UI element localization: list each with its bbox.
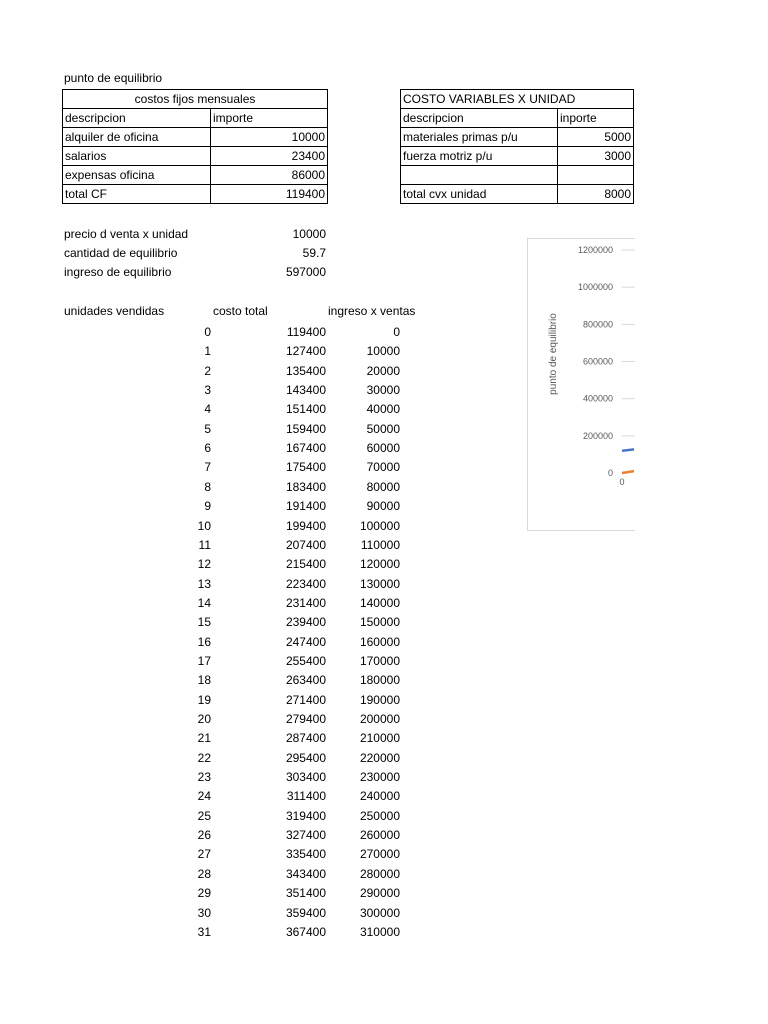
cell-revenue: 230000 (359, 770, 400, 784)
y-tick-label: 0 (607, 468, 613, 478)
cell-units: 6 (204, 441, 211, 455)
fixed-row-desc: alquiler de oficina (63, 128, 211, 147)
cell-revenue: 70000 (366, 460, 400, 474)
cell-total-cost: 183400 (285, 480, 326, 494)
variable-costs-table (400, 89, 634, 204)
y-axis-title: punto de equilibrio (548, 313, 559, 395)
chart-svg (528, 239, 635, 530)
cell-units: 28 (197, 867, 211, 881)
cell-total-cost: 151400 (285, 402, 326, 416)
cell-total-cost: 271400 (285, 693, 326, 707)
cell-total-cost: 159400 (285, 422, 326, 436)
cell-revenue: 260000 (359, 828, 400, 842)
cell-total-cost: 215400 (285, 557, 326, 571)
cell-revenue: 20000 (366, 364, 400, 378)
cell-revenue: 250000 (359, 809, 400, 823)
col-header-units: unidades vendidas (64, 304, 165, 318)
cell-revenue: 180000 (359, 673, 400, 687)
cell-units: 9 (204, 499, 211, 513)
variable-row-desc (401, 166, 558, 185)
cell-total-cost: 223400 (285, 577, 326, 591)
cell-total-cost: 351400 (285, 886, 326, 900)
price-value: 10000 (292, 227, 326, 241)
equilibrium-qty-label: cantidad de equilibrio (64, 246, 178, 260)
cell-units: 3 (204, 383, 211, 397)
cell-total-cost: 167400 (285, 441, 326, 455)
cell-revenue: 220000 (359, 751, 400, 765)
price-label: precio d venta x unidad (64, 227, 189, 241)
cell-units: 24 (197, 789, 211, 803)
variable-col-amount: inporte (558, 109, 634, 128)
y-tick-label: 600000 (582, 356, 613, 367)
y-tick-label: 200000 (582, 430, 613, 441)
cell-revenue: 270000 (359, 847, 400, 861)
variable-costs-header: COSTO VARIABLES X UNIDAD (401, 90, 634, 109)
cell-total-cost: 247400 (285, 635, 326, 649)
cell-units: 22 (197, 751, 211, 765)
fixed-row-amount: 86000 (211, 166, 328, 185)
series-line-total-cost (622, 449, 634, 450)
cell-revenue: 240000 (359, 789, 400, 803)
cell-revenue: 310000 (359, 925, 400, 939)
variable-total-value: 8000 (558, 185, 634, 204)
variable-row-desc: materiales primas p/u (401, 128, 558, 147)
variable-row-amount: 5000 (558, 128, 634, 147)
cell-units: 30 (197, 906, 211, 920)
fixed-row-desc: expensas oficina (63, 166, 211, 185)
variable-row-amount (558, 166, 634, 185)
cell-revenue: 130000 (359, 577, 400, 591)
cell-revenue: 300000 (359, 906, 400, 920)
cell-units: 21 (197, 731, 211, 745)
cell-revenue: 170000 (359, 654, 400, 668)
cell-total-cost: 119400 (286, 325, 326, 339)
cell-units: 23 (197, 770, 211, 784)
cell-units: 19 (197, 693, 211, 707)
cell-total-cost: 311400 (286, 789, 326, 803)
cell-total-cost: 263400 (285, 673, 326, 687)
cell-units: 14 (197, 596, 211, 610)
breakeven-chart (527, 238, 635, 531)
cell-total-cost: 335400 (285, 847, 326, 861)
cell-units: 27 (197, 847, 211, 861)
variable-row-desc: fuerza motriz p/u (401, 147, 558, 166)
cell-units: 10 (197, 519, 211, 533)
cell-total-cost: 279400 (285, 712, 326, 726)
cell-units: 12 (197, 557, 211, 571)
cell-total-cost: 175400 (285, 460, 326, 474)
cell-revenue: 60000 (366, 441, 400, 455)
cell-revenue: 110000 (360, 538, 400, 552)
cell-units: 8 (204, 480, 211, 494)
cell-total-cost: 231400 (285, 596, 326, 610)
variable-col-desc: descripcion (401, 109, 558, 128)
cell-revenue: 150000 (359, 615, 400, 629)
fixed-col-desc: descripcion (63, 109, 211, 128)
cell-units: 15 (197, 615, 211, 629)
x-tick-label: 0 (619, 477, 625, 487)
fixed-col-amount: importe (211, 109, 328, 128)
cell-revenue: 290000 (359, 886, 400, 900)
fixed-row-amount: 23400 (211, 147, 328, 166)
cell-units: 17 (197, 654, 211, 668)
cell-units: 2 (204, 364, 211, 378)
cell-revenue: 0 (393, 325, 400, 339)
col-header-revenue: ingreso x ventas (328, 304, 416, 318)
y-tick-label: 400000 (582, 393, 613, 404)
y-tick-label: 1000000 (577, 282, 613, 293)
equilibrium-revenue-value: 597000 (285, 265, 326, 279)
variable-total-label: total cvx unidad (401, 185, 558, 204)
cell-units: 4 (204, 402, 211, 416)
cell-revenue: 40000 (366, 402, 400, 416)
cell-revenue: 210000 (359, 731, 400, 745)
cell-revenue: 50000 (366, 422, 400, 436)
cell-total-cost: 191400 (285, 499, 326, 513)
cell-total-cost: 343400 (285, 867, 326, 881)
equilibrium-qty-value: 59.7 (302, 246, 326, 260)
cell-total-cost: 295400 (285, 751, 326, 765)
cell-total-cost: 303400 (285, 770, 326, 784)
fixed-total-label: total CF (63, 185, 211, 204)
cell-units: 16 (197, 635, 211, 649)
cell-revenue: 280000 (359, 867, 400, 881)
cell-total-cost: 207400 (285, 538, 326, 552)
cell-total-cost: 127400 (285, 344, 326, 358)
cell-total-cost: 319400 (285, 809, 326, 823)
fixed-costs-table (62, 89, 328, 204)
col-header-total-cost: costo total (213, 304, 268, 318)
cell-total-cost: 143400 (285, 383, 326, 397)
cell-units: 1 (204, 344, 211, 358)
fixed-costs-header: costos fijos mensuales (63, 90, 328, 109)
cell-units: 20 (197, 712, 211, 726)
cell-units: 31 (197, 925, 211, 939)
cell-units: 0 (204, 325, 211, 339)
fixed-total-value: 119400 (211, 185, 328, 204)
cell-units: 25 (197, 809, 211, 823)
cell-revenue: 80000 (366, 480, 400, 494)
cell-units: 5 (204, 422, 211, 436)
cell-units: 11 (198, 538, 211, 552)
cell-revenue: 30000 (366, 383, 400, 397)
variable-row-amount: 3000 (558, 147, 634, 166)
cell-revenue: 120000 (359, 557, 400, 571)
cell-units: 29 (197, 886, 211, 900)
cell-total-cost: 327400 (285, 828, 326, 842)
cell-revenue: 200000 (359, 712, 400, 726)
cell-revenue: 160000 (359, 635, 400, 649)
cell-total-cost: 135400 (285, 364, 326, 378)
cell-total-cost: 287400 (285, 731, 326, 745)
cell-revenue: 10000 (366, 344, 400, 358)
cell-revenue: 140000 (359, 596, 400, 610)
cell-units: 7 (204, 460, 211, 474)
cell-total-cost: 239400 (285, 615, 326, 629)
cell-units: 13 (197, 577, 211, 591)
fixed-row-amount: 10000 (211, 128, 328, 147)
cell-total-cost: 255400 (285, 654, 326, 668)
cell-units: 18 (197, 673, 211, 687)
page-title: punto de equilibrio (64, 71, 163, 85)
cell-total-cost: 367400 (285, 925, 326, 939)
y-tick-label: 800000 (582, 319, 613, 330)
equilibrium-revenue-label: ingreso de equilibrio (64, 265, 172, 279)
cell-revenue: 100000 (359, 519, 400, 533)
cell-revenue: 190000 (359, 693, 400, 707)
series-line-revenue (622, 471, 634, 473)
cell-revenue: 90000 (366, 499, 400, 513)
y-tick-label: 1200000 (577, 245, 613, 255)
cell-total-cost: 359400 (285, 906, 326, 920)
cell-units: 26 (197, 828, 211, 842)
fixed-row-desc: salarios (63, 147, 211, 166)
cell-total-cost: 199400 (285, 519, 326, 533)
